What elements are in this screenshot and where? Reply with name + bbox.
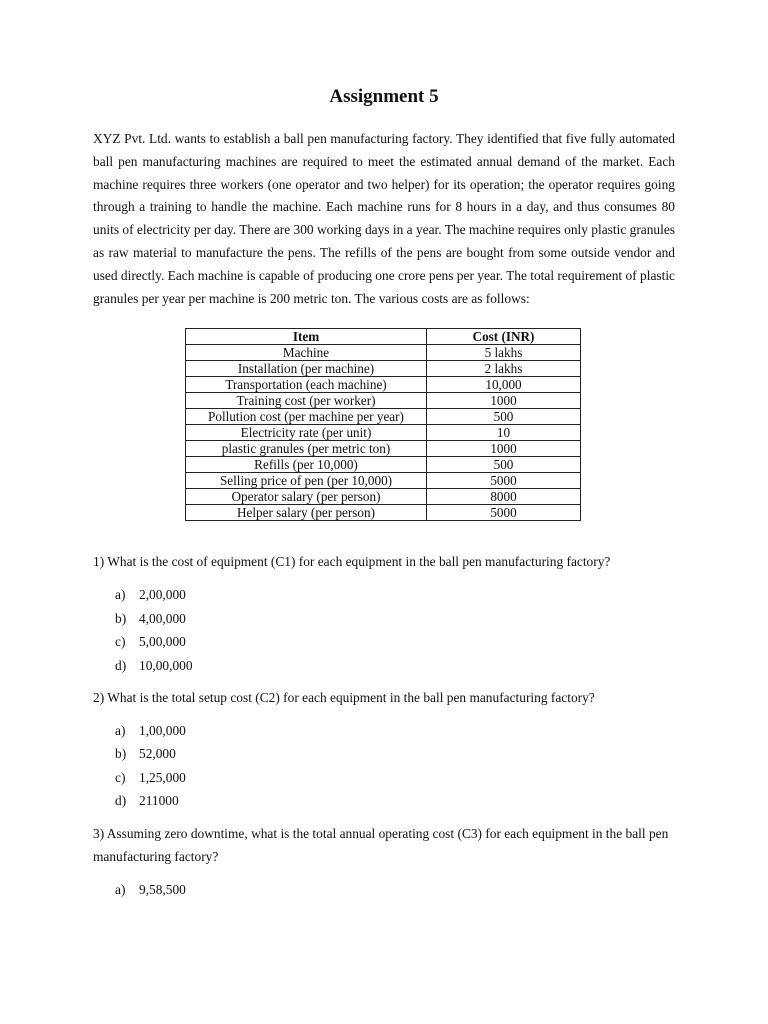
header-item: Item [186,329,427,345]
question-1-options [115,583,675,677]
row-cost: 10 [427,425,581,441]
option-d [115,789,675,813]
table-row [186,441,581,457]
option-letter: a) [115,881,126,897]
cost-table [185,328,581,521]
row-cost: 1000 [427,393,581,409]
option-letter: b) [115,610,127,626]
option-text: 10,00,000 [139,657,193,673]
intro-paragraph: XYZ Pvt. Ltd. wants to establish a ball pen manufacturing factory. They identified that five fully automated ball pen manufacturing machines are required to meet the estimated annual demand of the market. Each machine requires three workers (one operator and two helper) for its operation; the operator requires going through a training to handle the machine. Each machine runs for 8 hours in a day, and thus consumes 80 units of electricity per day. There are 300 working days in a year. The machine requires only plastic granules as raw material to manufacture the pens. The refills of the pens are bought from some outside vendor and used directly. Each machine is capable of producing one crore pens per year. The total requirement of plastic granules per year per machine is 200 metric ton. The various costs are as follows: [93,131,675,306]
option-a [115,719,675,743]
row-cost: 10,000 [427,377,581,393]
row-item: Helper salary (per person) [186,505,427,521]
header-cost: Cost (INR) [427,329,581,345]
option-text: 1,00,000 [139,722,186,738]
row-cost: 500 [427,457,581,473]
option-letter: c) [115,634,126,650]
question-3: 3) Assuming zero downtime, what is the total annual operating cost (C3) for each equipment in the ball pen manufacturing factory? [93,825,669,864]
question-1: 1) What is the cost of equipment (C1) for each equipment in the ball pen manufacturing factory? [93,554,611,570]
option-a [115,583,675,607]
question-2: 2) What is the total setup cost (C2) for each equipment in the ball pen manufacturing factory? [93,690,595,706]
option-text: 1,25,000 [139,769,186,785]
question-3-options [115,878,675,902]
option-text: 211000 [139,793,179,809]
option-text: 9,58,500 [139,881,186,897]
question-2-options [115,719,675,813]
option-text: 5,00,000 [139,634,186,650]
option-text: 4,00,000 [139,610,186,626]
table-header-row [186,329,581,345]
row-cost: 5 lakhs [427,345,581,361]
row-item: Training cost (per worker) [186,393,427,409]
row-item: Selling price of pen (per 10,000) [186,473,427,489]
option-letter: d) [115,793,127,809]
row-item: Operator salary (per person) [186,489,427,505]
row-item: Pollution cost (per machine per year) [186,409,427,425]
option-a [115,878,675,902]
table-row [186,393,581,409]
option-letter: a) [115,587,126,603]
option-letter: c) [115,769,126,785]
option-text: 52,000 [139,746,176,762]
row-item: Refills (per 10,000) [186,457,427,473]
document-page [93,86,675,901]
table-row [186,505,581,521]
row-cost: 5000 [427,473,581,489]
row-item: Machine [186,345,427,361]
option-letter: b) [115,746,127,762]
row-cost: 5000 [427,505,581,521]
row-cost: 500 [427,409,581,425]
row-cost: 1000 [427,441,581,457]
option-b [115,742,675,766]
row-item: Transportation (each machine) [186,377,427,393]
table-row [186,345,581,361]
table-row [186,425,581,441]
row-item: Electricity rate (per unit) [186,425,427,441]
option-c [115,766,675,790]
option-letter: d) [115,657,127,673]
row-item: plastic granules (per metric ton) [186,441,427,457]
page-title: Assignment 5 [329,86,439,107]
table-row [186,473,581,489]
option-b [115,607,675,631]
table-row [186,361,581,377]
row-item: Installation (per machine) [186,361,427,377]
row-cost: 8000 [427,489,581,505]
row-cost: 2 lakhs [427,361,581,377]
table-row [186,457,581,473]
option-d [115,654,675,678]
table-row [186,489,581,505]
table-row [186,377,581,393]
option-letter: a) [115,722,126,738]
option-text: 2,00,000 [139,587,186,603]
table-row [186,409,581,425]
option-c [115,630,675,654]
